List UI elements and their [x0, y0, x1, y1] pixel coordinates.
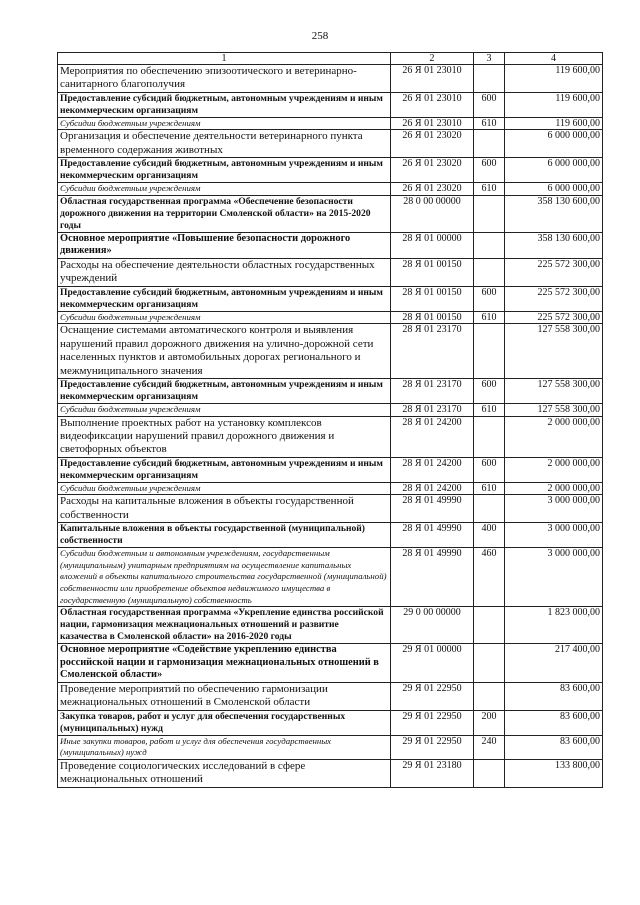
- row-code-cell: 26 Я 01 23010: [391, 65, 474, 93]
- table-row: [58, 117, 603, 130]
- row-code-cell: 26 Я 01 23010: [391, 117, 474, 130]
- row-sum-cell: 3 000 000,00: [505, 495, 603, 523]
- row-code-cell: 29 Я 01 22950: [391, 683, 474, 711]
- table-row: [58, 259, 603, 287]
- table-row: [58, 379, 603, 404]
- row-code-cell: 28 Я 01 24200: [391, 482, 474, 495]
- row-vr-cell: 600: [474, 379, 505, 404]
- row-name-cell: Организация и обеспечение деятельности ветеринарного пункта временного содержания животных: [58, 130, 391, 158]
- table-row: [58, 404, 603, 417]
- row-name-cell: Закупка товаров, работ и услуг для обеспечения государственных (муниципальных) нужд: [58, 710, 391, 735]
- row-code-cell: 28 Я 01 49990: [391, 523, 474, 548]
- table-row: [58, 416, 603, 457]
- row-code-cell: 28 Я 01 49990: [391, 548, 474, 607]
- row-vr-cell: 610: [474, 311, 505, 324]
- row-code-cell: 28 Я 01 49990: [391, 495, 474, 523]
- budget-table-body: [58, 53, 603, 788]
- row-vr-cell: 610: [474, 482, 505, 495]
- table-row: [58, 710, 603, 735]
- table-row: [58, 683, 603, 711]
- row-vr-cell: [474, 607, 505, 644]
- row-vr-cell: [474, 259, 505, 287]
- row-code-cell: 28 Я 01 24200: [391, 416, 474, 457]
- table-row: [58, 92, 603, 117]
- row-code-cell: 29 Я 01 23180: [391, 760, 474, 788]
- row-vr-cell: 240: [474, 735, 505, 759]
- table-row: [58, 735, 603, 759]
- header-col-3: 3: [474, 53, 505, 65]
- table-row: [58, 457, 603, 482]
- row-name-cell: Расходы на капитальные вложения в объекты государственной собственности: [58, 495, 391, 523]
- row-code-cell: 28 Я 01 00150: [391, 259, 474, 287]
- row-code-cell: 26 Я 01 23020: [391, 130, 474, 158]
- row-name-cell: Субсидии бюджетным учреждениям: [58, 404, 391, 417]
- row-name-cell: Субсидии бюджетным учреждениям: [58, 183, 391, 196]
- row-vr-cell: [474, 416, 505, 457]
- table-row: [58, 65, 603, 93]
- row-sum-cell: 119 600,00: [505, 65, 603, 93]
- row-name-cell: Мероприятия по обеспечению эпизоотического и ветеринарно-санитарного благополучия: [58, 65, 391, 93]
- row-name-cell: Проведение мероприятий по обеспечению гармонизации межнациональных отношений в Смоленской области: [58, 683, 391, 711]
- row-code-cell: 29 Я 01 22950: [391, 735, 474, 759]
- table-row: [58, 232, 603, 258]
- row-name-cell: Областная государственная программа «Укрепление единства российской нации, гармонизация межнациональных отношений и развитие казачества в Смоленской области» на 2016-2020 годы: [58, 607, 391, 644]
- row-vr-cell: 200: [474, 710, 505, 735]
- row-name-cell: Предоставление субсидий бюджетным, автономным учреждениям и иным некоммерческим организациям: [58, 92, 391, 117]
- row-sum-cell: 83 600,00: [505, 735, 603, 759]
- table-row: [58, 286, 603, 311]
- row-vr-cell: [474, 760, 505, 788]
- header-col-1: 1: [58, 53, 391, 65]
- header-col-4: 4: [505, 53, 603, 65]
- row-code-cell: 28 0 00 00000: [391, 195, 474, 232]
- row-sum-cell: 83 600,00: [505, 683, 603, 711]
- row-sum-cell: 1 823 000,00: [505, 607, 603, 644]
- row-sum-cell: 127 558 300,00: [505, 404, 603, 417]
- row-name-cell: Областная государственная программа «Обеспечение безопасности дорожного движения на территории Смоленской области» на 2015-2020 годы: [58, 195, 391, 232]
- row-code-cell: 29 0 00 00000: [391, 607, 474, 644]
- table-row: [58, 324, 603, 379]
- row-code-cell: 28 Я 01 00150: [391, 311, 474, 324]
- row-vr-cell: [474, 65, 505, 93]
- row-vr-cell: 400: [474, 523, 505, 548]
- row-code-cell: 28 Я 01 24200: [391, 457, 474, 482]
- row-vr-cell: 610: [474, 183, 505, 196]
- row-name-cell: Иные закупки товаров, работ и услуг для обеспечения государственных (муниципальных) нужд: [58, 735, 391, 759]
- row-name-cell: Основное мероприятие «Содействие укреплению единства российской нации и гармонизация межнациональных отношений в Смоленской области»: [58, 644, 391, 683]
- row-sum-cell: 83 600,00: [505, 710, 603, 735]
- row-code-cell: 28 Я 01 23170: [391, 379, 474, 404]
- row-name-cell: Субсидии бюджетным учреждениям: [58, 117, 391, 130]
- table-header-row: [58, 53, 603, 65]
- row-sum-cell: 2 000 000,00: [505, 482, 603, 495]
- budget-table: [57, 52, 603, 788]
- row-name-cell: Субсидии бюджетным учреждениям: [58, 311, 391, 324]
- row-sum-cell: 133 800,00: [505, 760, 603, 788]
- table-row: [58, 311, 603, 324]
- row-name-cell: Расходы на обеспечение деятельности областных государственных учреждений: [58, 259, 391, 287]
- row-sum-cell: 6 000 000,00: [505, 158, 603, 183]
- row-name-cell: Оснащение системами автоматического контроля и выявления нарушений правил дорожного движения на улично-дорожной сети населенных пунктов и автомобильных дорогах регионального и межмуниципального значения: [58, 324, 391, 379]
- row-name-cell: Проведение социологических исследований в сфере межнациональных отношений: [58, 760, 391, 788]
- row-vr-cell: 600: [474, 457, 505, 482]
- row-vr-cell: 600: [474, 92, 505, 117]
- row-code-cell: 26 Я 01 23020: [391, 183, 474, 196]
- row-sum-cell: 358 130 600,00: [505, 232, 603, 258]
- row-code-cell: 29 Я 01 00000: [391, 644, 474, 683]
- row-sum-cell: 6 000 000,00: [505, 183, 603, 196]
- row-code-cell: 28 Я 01 00000: [391, 232, 474, 258]
- row-name-cell: Субсидии бюджетным учреждениям: [58, 482, 391, 495]
- table-row: [58, 195, 603, 232]
- row-sum-cell: 225 572 300,00: [505, 286, 603, 311]
- table-row: [58, 158, 603, 183]
- table-row: [58, 495, 603, 523]
- row-code-cell: 28 Я 01 00150: [391, 286, 474, 311]
- row-vr-cell: [474, 195, 505, 232]
- row-vr-cell: 610: [474, 404, 505, 417]
- row-name-cell: Предоставление субсидий бюджетным, автономным учреждениям и иным некоммерческим организациям: [58, 457, 391, 482]
- header-col-2: 2: [391, 53, 474, 65]
- row-code-cell: 26 Я 01 23010: [391, 92, 474, 117]
- row-sum-cell: 225 572 300,00: [505, 311, 603, 324]
- row-name-cell: Субсидии бюджетным и автономным учреждениям, государственным (муниципальным) унитарным предприятиям на осуществление капитальных вложений в объекты капитального строительства государственной (муниципальной) собственности или приобретение объектов недвижимого имущества в государственную (муниципальную) собственность: [58, 548, 391, 607]
- row-code-cell: 28 Я 01 23170: [391, 324, 474, 379]
- table-row: [58, 644, 603, 683]
- table-row: [58, 183, 603, 196]
- row-sum-cell: 358 130 600,00: [505, 195, 603, 232]
- row-sum-cell: 217 400,00: [505, 644, 603, 683]
- table-row: [58, 523, 603, 548]
- row-sum-cell: 3 000 000,00: [505, 523, 603, 548]
- row-vr-cell: [474, 495, 505, 523]
- row-vr-cell: [474, 324, 505, 379]
- page-number: 258: [311, 30, 329, 42]
- table-row: [58, 760, 603, 788]
- row-vr-cell: [474, 130, 505, 158]
- row-code-cell: 28 Я 01 23170: [391, 404, 474, 417]
- row-sum-cell: 3 000 000,00: [505, 548, 603, 607]
- row-sum-cell: 6 000 000,00: [505, 130, 603, 158]
- row-vr-cell: 460: [474, 548, 505, 607]
- row-vr-cell: [474, 644, 505, 683]
- table-row: [58, 607, 603, 644]
- row-sum-cell: 2 000 000,00: [505, 457, 603, 482]
- row-vr-cell: [474, 232, 505, 258]
- row-name-cell: Предоставление субсидий бюджетным, автономным учреждениям и иным некоммерческим организациям: [58, 158, 391, 183]
- table-row: [58, 548, 603, 607]
- row-sum-cell: 225 572 300,00: [505, 259, 603, 287]
- row-vr-cell: 600: [474, 158, 505, 183]
- row-sum-cell: 2 000 000,00: [505, 416, 603, 457]
- table-row: [58, 130, 603, 158]
- row-sum-cell: 127 558 300,00: [505, 324, 603, 379]
- row-sum-cell: 119 600,00: [505, 92, 603, 117]
- row-vr-cell: 600: [474, 286, 505, 311]
- table-row: [58, 482, 603, 495]
- row-name-cell: Капитальные вложения в объекты государственной (муниципальной) собственности: [58, 523, 391, 548]
- row-name-cell: Выполнение проектных работ на установку комплексов видеофиксации нарушений правил дорожного движения и светофорных объектов: [58, 416, 391, 457]
- row-code-cell: 29 Я 01 22950: [391, 710, 474, 735]
- row-sum-cell: 127 558 300,00: [505, 379, 603, 404]
- row-vr-cell: [474, 683, 505, 711]
- row-name-cell: Предоставление субсидий бюджетным, автономным учреждениям и иным некоммерческим организациям: [58, 286, 391, 311]
- row-sum-cell: 119 600,00: [505, 117, 603, 130]
- row-vr-cell: 610: [474, 117, 505, 130]
- row-name-cell: Основное мероприятие «Повышение безопасности дорожного движения»: [58, 232, 391, 258]
- row-code-cell: 26 Я 01 23020: [391, 158, 474, 183]
- row-name-cell: Предоставление субсидий бюджетным, автономным учреждениям и иным некоммерческим организациям: [58, 379, 391, 404]
